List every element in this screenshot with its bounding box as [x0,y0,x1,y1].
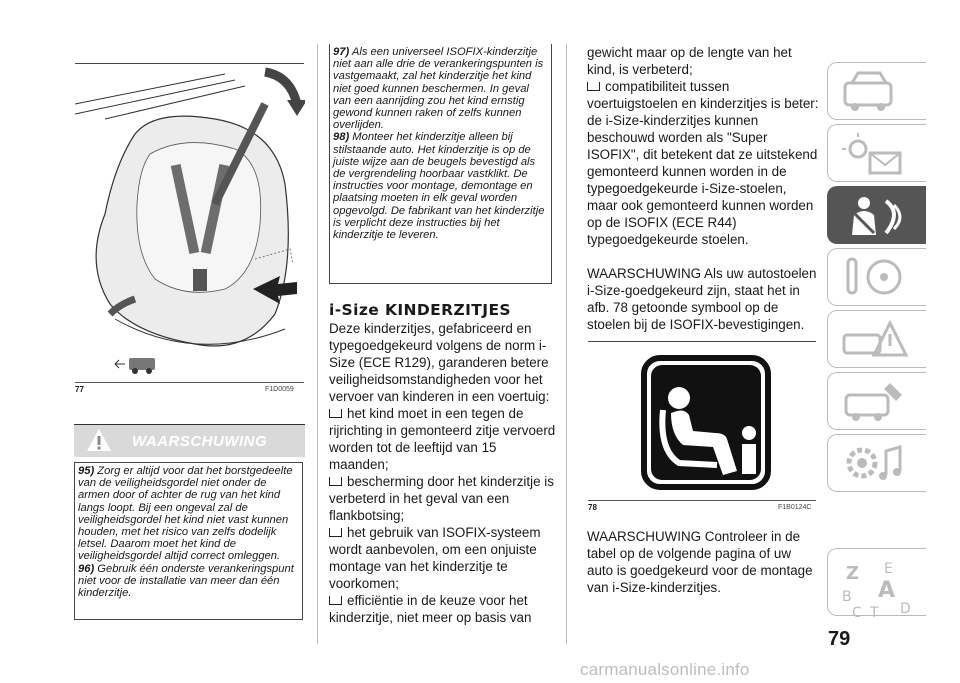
key-steering-wheel-icon [840,255,910,301]
warning-title: WAARSCHUWING [132,433,268,450]
section-title: i-Size KINDERZITJES [329,301,511,319]
tab-lights-mail[interactable] [827,124,926,182]
tab-gear-music[interactable] [827,434,926,492]
page-number: 79 [828,628,851,650]
seat-belt-airbag-icon [840,193,910,239]
car-dashboard-icon [840,69,910,115]
col3-footer [587,528,819,596]
figure-78-top-rule [588,341,816,342]
list-item: bescherming door het kinderzitje is verbeterd in het geval van een flankbotsing; [329,474,554,523]
warning-notes-box-continued [329,44,552,284]
warning-note-96: 96) Gebruik één onderste verankeringspunt niet voor de installatie van meer dan één kinderzitje. [78,562,294,600]
i-size-symbol-paragraph: WAARSCHUWING Als uw autostoelen i-Size-goedgekeurd zijn, staat het in afb. 78 getoonde symbool op de stoelen bij de ISOFIX-bevestigingen. [587,266,817,332]
i-size-table-paragraph: WAARSCHUWING Controleer in de tabel op de volgende pagina of uw auto is goedgekeurd voor de montage van i-Size-kinderzitjes. [587,529,813,595]
i-size-symbol-icon [641,355,771,490]
index-letter: Z [846,563,860,584]
warning-note-95: 95) Zorg er altijd voor dat het borstgedeelte van de veiligheidsgordel niet onder de armen door of achter de rug van het kind langs loopt. Bij een ongeval zal de veiligheidsgordel het kind niet vast kunnen houden, met het risico van zelfs dodelijk letsel. Daarom moet het kind de veiligheidsgordel altijd correct omleggen. [78,465,293,563]
bullet-icon [329,528,342,537]
column-divider [566,44,567,644]
figure-78-bottom-rule [588,500,816,501]
index-letter: A [878,578,896,603]
alphabet-index-icon [840,555,930,621]
warning-header [74,424,305,457]
index-letter: D [900,601,911,617]
warning-icon [86,427,112,453]
figure-77-code: F1D0059 [265,386,294,393]
warning-triangle-icon [840,317,910,363]
child-seat-installation-illustration [75,64,305,379]
figure-78-number: 78 [588,503,597,512]
tab-alphabet-index[interactable] [827,548,926,621]
col3-body [587,44,819,333]
figure-78-code: F1B0124C [778,504,812,511]
figure-77-number: 77 [75,385,84,394]
lights-mail-icon [840,131,910,177]
list-item: compatibiliteit tussen voertuigstoelen en kinderzitjes is beter: de i-Size-kinderzitjes kunnen beschouwd worden als "Super ISOFIX", dit betekent dat ze uitstekend gemonteerd kunnen worden in de typegoedgekeurde i-Size-stoelen, maar ook gemonteerd kunnen worden op de ISOFIX (ECE R44) typegoedgekeurde stoelen. [587,79,819,247]
gear-music-icon [840,441,910,487]
figure-77-bottom-rule [75,382,304,383]
index-letter: B [842,589,852,605]
continued-text: gewicht maar op de lengte van het kind, is verbeterd; [587,45,792,77]
i-size-intro: Deze kinderzitjes, gefabriceerd en typegoedgekeurd volgens de norm i-Size (ECE R129), garanderen betere veiligheidsomstandigheden voor het vervoer van kinderen in een voertuig: [329,321,550,404]
warning-note-98: 98) Monteer het kinderzitje alleen bij stilstaande auto. Het kinderzitje is op de juiste wijze aan de beugels bevestigd als de vergrendeling hoorbaar vastklikt. De instructies voor montage, demontage en plaatsing moeten in elk geval worden opgevolgd. De fabrikant van het kinderzitje is verplicht deze instructies bij het kinderzitje te leveren. [333,131,545,242]
tab-seat-belt-airbag[interactable] [827,186,926,244]
column-divider [317,44,318,644]
warning-note-97: 97) Als een universeel ISOFIX-kinderzitje niet aan alle drie de verankeringspunten is vastgemaakt, zal het kinderzitje het kind niet goed kunnen beschermen. In geval van een aanrijding zou het kind ernstig gewond kunnen raken of zelfs kunnen overlijden. [333,46,544,132]
bullet-icon [329,596,342,605]
tab-warning-triangle[interactable] [827,310,926,368]
index-letter: E [884,561,893,577]
bullet-icon [329,477,342,486]
bullet-icon [329,409,342,418]
warning-notes-box [74,462,303,620]
wrench-car-icon [840,379,910,425]
list-item: het gebruik van ISOFIX-systeem wordt aanbevolen, om een onjuiste montage van het kinderzitje te voorkomen; [329,525,541,591]
list-item: efficiëntie in de keuze voor het kinderzitje, niet meer op basis van [329,593,532,625]
col2-body [329,320,557,626]
list-item: het kind moet in een tegen de rijrichting in gemonteerd zitje vervoerd worden tot de leeftijd van 15 maanden; [329,406,556,472]
index-letter: C [852,605,862,621]
index-letter: T [870,605,879,621]
watermark: carmanualsonline.info [580,660,750,679]
tab-wrench-car[interactable] [827,372,926,430]
tab-key-steering-wheel[interactable] [827,248,926,306]
bullet-icon [587,82,600,91]
tab-car-dashboard[interactable] [827,62,926,120]
